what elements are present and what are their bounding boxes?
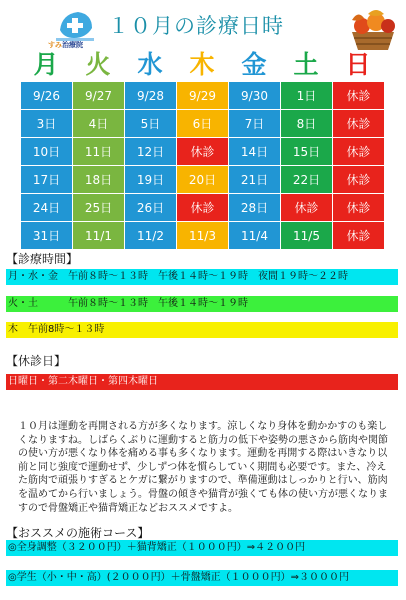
calendar-week-row	[21, 194, 385, 222]
calendar-cell: 1日	[281, 82, 333, 110]
calendar-week-row	[21, 138, 385, 166]
calendar-cell: 9/28	[125, 82, 177, 110]
services-heading: 【おススメの施術コース】	[6, 526, 150, 540]
calendar-cell: 26日	[125, 194, 177, 222]
calendar-cell: 5日	[125, 110, 177, 138]
calendar-week-row	[21, 166, 385, 194]
calendar-cell-closed: 休診	[333, 194, 385, 222]
calendar-cell-closed: 休診	[333, 82, 385, 110]
calendar-cell: 11/2	[125, 222, 177, 250]
monthly-notice: １０月は運動を再開される方が多くなります。涼しくなり身体を動かかすのも楽しくなりますね。しばらくぶりに運動すると筋力の低下や姿勢の悪さから筋肉や関節の使い方が悪くなり体を痛める事も多くなります。運動を再開する際はいきなり以前と同じ強度で運動せず、少しずつ体を慣らしていく期間も必要です。また、冷えた筋肉で頑張りすぎるとケガに繋がりますので、準備運動はしっかりと行い、筋肉を温めてから行いましょう。骨盤の傾きや猫背が強くても体の使い方が悪くなりますので骨盤矯正や猫背矯正などおススメですよ。	[18, 421, 388, 514]
calendar-week-row	[21, 222, 385, 250]
calendar-week-row	[21, 110, 385, 138]
calendar-cell: 11/1	[73, 222, 125, 250]
hours-mon-wed-fri: 月・水・金 午前８時～１３時 午後１４時～１９時 夜間１９時～２２時	[6, 269, 398, 285]
calendar-cell: 25日	[73, 194, 125, 222]
calendar-cell: 9/30	[229, 82, 281, 110]
calendar-cell: 3日	[21, 110, 73, 138]
calendar-cell: 4日	[73, 110, 125, 138]
calendar-cell-closed: 休診	[281, 194, 333, 222]
calendar-cell: 11/3	[177, 222, 229, 250]
service-course-2: ◎学生（小・中・高）(２０００円）＋骨盤矯正（１０００円）⇒３０００円	[6, 570, 398, 586]
calendar-cell-closed: 休診	[333, 166, 385, 194]
calendar-cell: 11/5	[281, 222, 333, 250]
calendar-cell: 14日	[229, 138, 281, 166]
calendar-cell: 8日	[281, 110, 333, 138]
calendar-cell: 9/29	[177, 82, 229, 110]
weekday-sunday: 日	[345, 50, 371, 79]
page-title: １０月の診療日時	[108, 14, 284, 38]
hours-tue-sat: 火・土 午前８時～１３時 午後１４時～１９時	[6, 296, 398, 312]
calendar-cell: 22日	[281, 166, 333, 194]
calendar-cell: 21日	[229, 166, 281, 194]
calendar-week-row	[21, 82, 385, 110]
calendar-cell: 15日	[281, 138, 333, 166]
calendar-cell: 11/4	[229, 222, 281, 250]
weekday-saturday: 土	[293, 50, 319, 79]
calendar-cell-closed: 休診	[177, 194, 229, 222]
calendar-cell: 11日	[73, 138, 125, 166]
calendar-cell: 9/26	[21, 82, 73, 110]
weekday-monday: 月	[33, 50, 59, 79]
calendar-cell: 17日	[21, 166, 73, 194]
weekday-tuesday: 火	[85, 50, 111, 79]
calendar-cell: 31日	[21, 222, 73, 250]
weekday-header	[20, 50, 385, 80]
calendar-cell: 24日	[21, 194, 73, 222]
calendar-cell: 6日	[177, 110, 229, 138]
calendar-cell-closed: 休診	[333, 222, 385, 250]
weekday-thursday: 木	[189, 50, 215, 79]
calendar-table	[20, 81, 385, 250]
calendar-cell: 28日	[229, 194, 281, 222]
clinic-logo-name: すみ治療院	[48, 41, 83, 49]
calendar-cell-closed: 休診	[177, 138, 229, 166]
calendar-cell: 9/27	[73, 82, 125, 110]
calendar-cell: 10日	[21, 138, 73, 166]
calendar-cell: 20日	[177, 166, 229, 194]
autumn-fruit-basket-icon	[346, 4, 400, 52]
calendar-cell: 18日	[73, 166, 125, 194]
weekday-friday: 金	[241, 50, 267, 79]
calendar-cell: 19日	[125, 166, 177, 194]
calendar-cell: 7日	[229, 110, 281, 138]
hours-thursday: 木 午前8時～１３時	[6, 322, 398, 338]
calendar-cell-closed: 休診	[333, 138, 385, 166]
weekday-wednesday: 水	[137, 50, 163, 79]
calendar-cell-closed: 休診	[333, 110, 385, 138]
service-course-1: ◎全身調整（３２００円）＋猫背矯正（１０００円）⇒４２００円	[6, 540, 398, 556]
holidays-text: 日曜日・第二木曜日・第四木曜日	[6, 374, 398, 390]
hours-heading: 【診療時間】	[6, 252, 79, 266]
calendar-cell: 12日	[125, 138, 177, 166]
holidays-heading: 【休診日】	[6, 354, 67, 368]
